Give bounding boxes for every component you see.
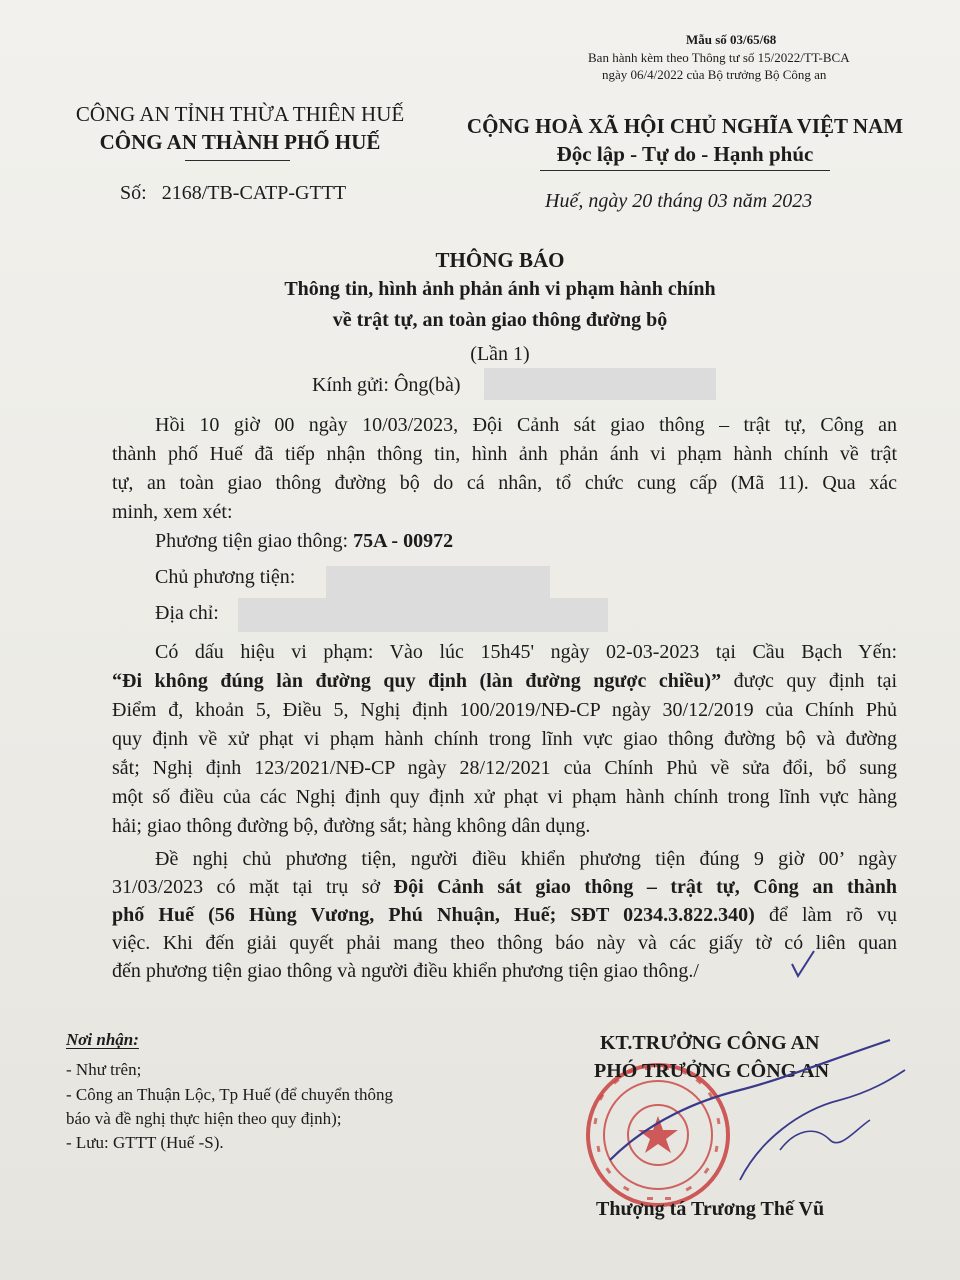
vehicle-plate: 75A - 00972 xyxy=(353,530,454,552)
violation-tail: được quy định tại xyxy=(721,670,897,692)
national-title: CỘNG HOÀ XÃ HỘI CHỦ NGHĨA VIỆT NAM xyxy=(466,114,904,138)
handwritten-signature-icon xyxy=(590,1030,920,1190)
office-name: Đội Cảnh sát giao thông – trật tự, Công an thành xyxy=(393,876,897,898)
vehicle-label: Phương tiện giao thông: xyxy=(155,530,349,552)
body-text: 31/03/2023 có mặt tại trụ sở xyxy=(112,876,394,898)
document-subtitle-2: về trật tự, an toàn giao thông đường bộ xyxy=(332,309,668,331)
vehicle-field xyxy=(155,530,453,553)
recipient-item: báo và đề nghị thực hiện theo quy định); xyxy=(66,1109,342,1128)
document-title: THÔNG BÁO xyxy=(435,248,565,272)
violation-line xyxy=(112,670,897,693)
checkmark-icon xyxy=(790,948,816,978)
violation-description: “Đi không đúng làn đường quy định (làn đường ngược chiều)” xyxy=(112,670,722,692)
signature-title-1: KT.TRƯỞNG CÔNG AN xyxy=(600,1032,820,1054)
body-line: quy định về xử phạt vi phạm hành chính trong lĩnh vực giao thông đường bộ và đường xyxy=(112,728,897,750)
body-line: tự, an toàn giao thông đường bộ do cá nhân, tổ chức cung cấp (Mã 11). Qua xác xyxy=(112,472,897,494)
recipients-title: Nơi nhận: xyxy=(66,1030,139,1049)
redacted-address xyxy=(238,598,608,632)
notice-round: (Lần 1) xyxy=(470,343,530,365)
body-line: minh, xem xét: xyxy=(112,501,233,523)
form-issuance-date: ngày 06/4/2022 của Bộ trưởng Bộ Công an xyxy=(602,67,827,82)
signer-name: Thượng tá Trương Thế Vũ xyxy=(596,1198,825,1220)
body-line: hải; giao thông đường bộ, đường sắt; hàng không dân dụng. xyxy=(112,815,591,837)
salutation: Kính gửi: Ông(bà) xyxy=(312,374,461,396)
signature-title-2: PHÓ TRƯỞNG CÔNG AN xyxy=(594,1060,830,1082)
form-number: Mẫu số 03/65/68 xyxy=(686,32,777,47)
owner-label: Chủ phương tiện: xyxy=(155,566,296,588)
document-subtitle-1: Thông tin, hình ảnh phản ánh vi phạm hành chính xyxy=(284,278,716,300)
address-label: Địa chỉ: xyxy=(155,602,219,624)
body-line: một số điều của các Nghị định quy định xử phạt vi phạm hành chính trong lĩnh vực hàng xyxy=(112,786,897,808)
motto-underline xyxy=(540,170,830,171)
body-line xyxy=(112,904,897,927)
body-line: Điểm đ, khoản 5, Điều 5, Nghị định 100/2019/NĐ-CP ngày 30/12/2019 của Chính Phủ xyxy=(112,699,897,721)
body-text: để làm rõ vụ xyxy=(754,904,897,926)
agency-name: CÔNG AN THÀNH PHỐ HUẾ xyxy=(99,130,381,154)
body-line: sắt; Nghị định 123/2021/NĐ-CP ngày 28/12/2021 của Chính Phủ về sửa đổi, bổ sung xyxy=(112,757,897,779)
body-line: thành phố Huế đã tiếp nhận thông tin, hình ảnh phản ánh vi phạm hành chính về trật xyxy=(112,443,897,465)
recipient-item: - Công an Thuận Lộc, Tp Huế (để chuyển thông xyxy=(66,1085,394,1104)
place-date: Huế, ngày 20 tháng 03 năm 2023 xyxy=(545,190,813,212)
body-line: Đề nghị chủ phương tiện, người điều khiển phương tiện đúng 9 giờ 00’ ngày xyxy=(155,848,897,870)
document-number-label: Số: xyxy=(120,182,147,204)
agency-underline xyxy=(185,160,290,161)
national-motto: Độc lập - Tự do - Hạnh phúc xyxy=(556,142,814,166)
document-number-value: 2168/TB-CATP-GTTT xyxy=(161,182,347,204)
document-number xyxy=(120,182,346,205)
body-line: đến phương tiện giao thông và người điều khiển phương tiện giao thông./ xyxy=(112,960,699,982)
body-line xyxy=(112,876,897,899)
body-line: Có dấu hiệu vi phạm: Vào lúc 15h45' ngày 02-03-2023 tại Cầu Bạch Yến: xyxy=(155,641,897,663)
body-line: Hồi 10 giờ 00 ngày 10/03/2023, Đội Cảnh sát giao thông – trật tự, Công an xyxy=(155,414,897,436)
redacted-recipient-name xyxy=(484,368,716,400)
recipient-item: - Lưu: GTTT (Huế -S). xyxy=(66,1133,224,1152)
body-line: việc. Khi đến giải quyết phải mang theo thông báo này và các giấy tờ có liên quan xyxy=(112,932,897,954)
redacted-owner-name xyxy=(326,566,550,600)
form-issuance-note: Ban hành kèm theo Thông tư số 15/2022/TT-BCA xyxy=(588,50,850,65)
recipient-item: - Như trên; xyxy=(66,1060,142,1079)
agency-parent: CÔNG AN TỈNH THỪA THIÊN HUẾ xyxy=(75,102,405,126)
office-address: phố Huế (56 Hùng Vương, Phú Nhuận, Huế; SĐT 0234.3.822.340) xyxy=(112,904,755,926)
